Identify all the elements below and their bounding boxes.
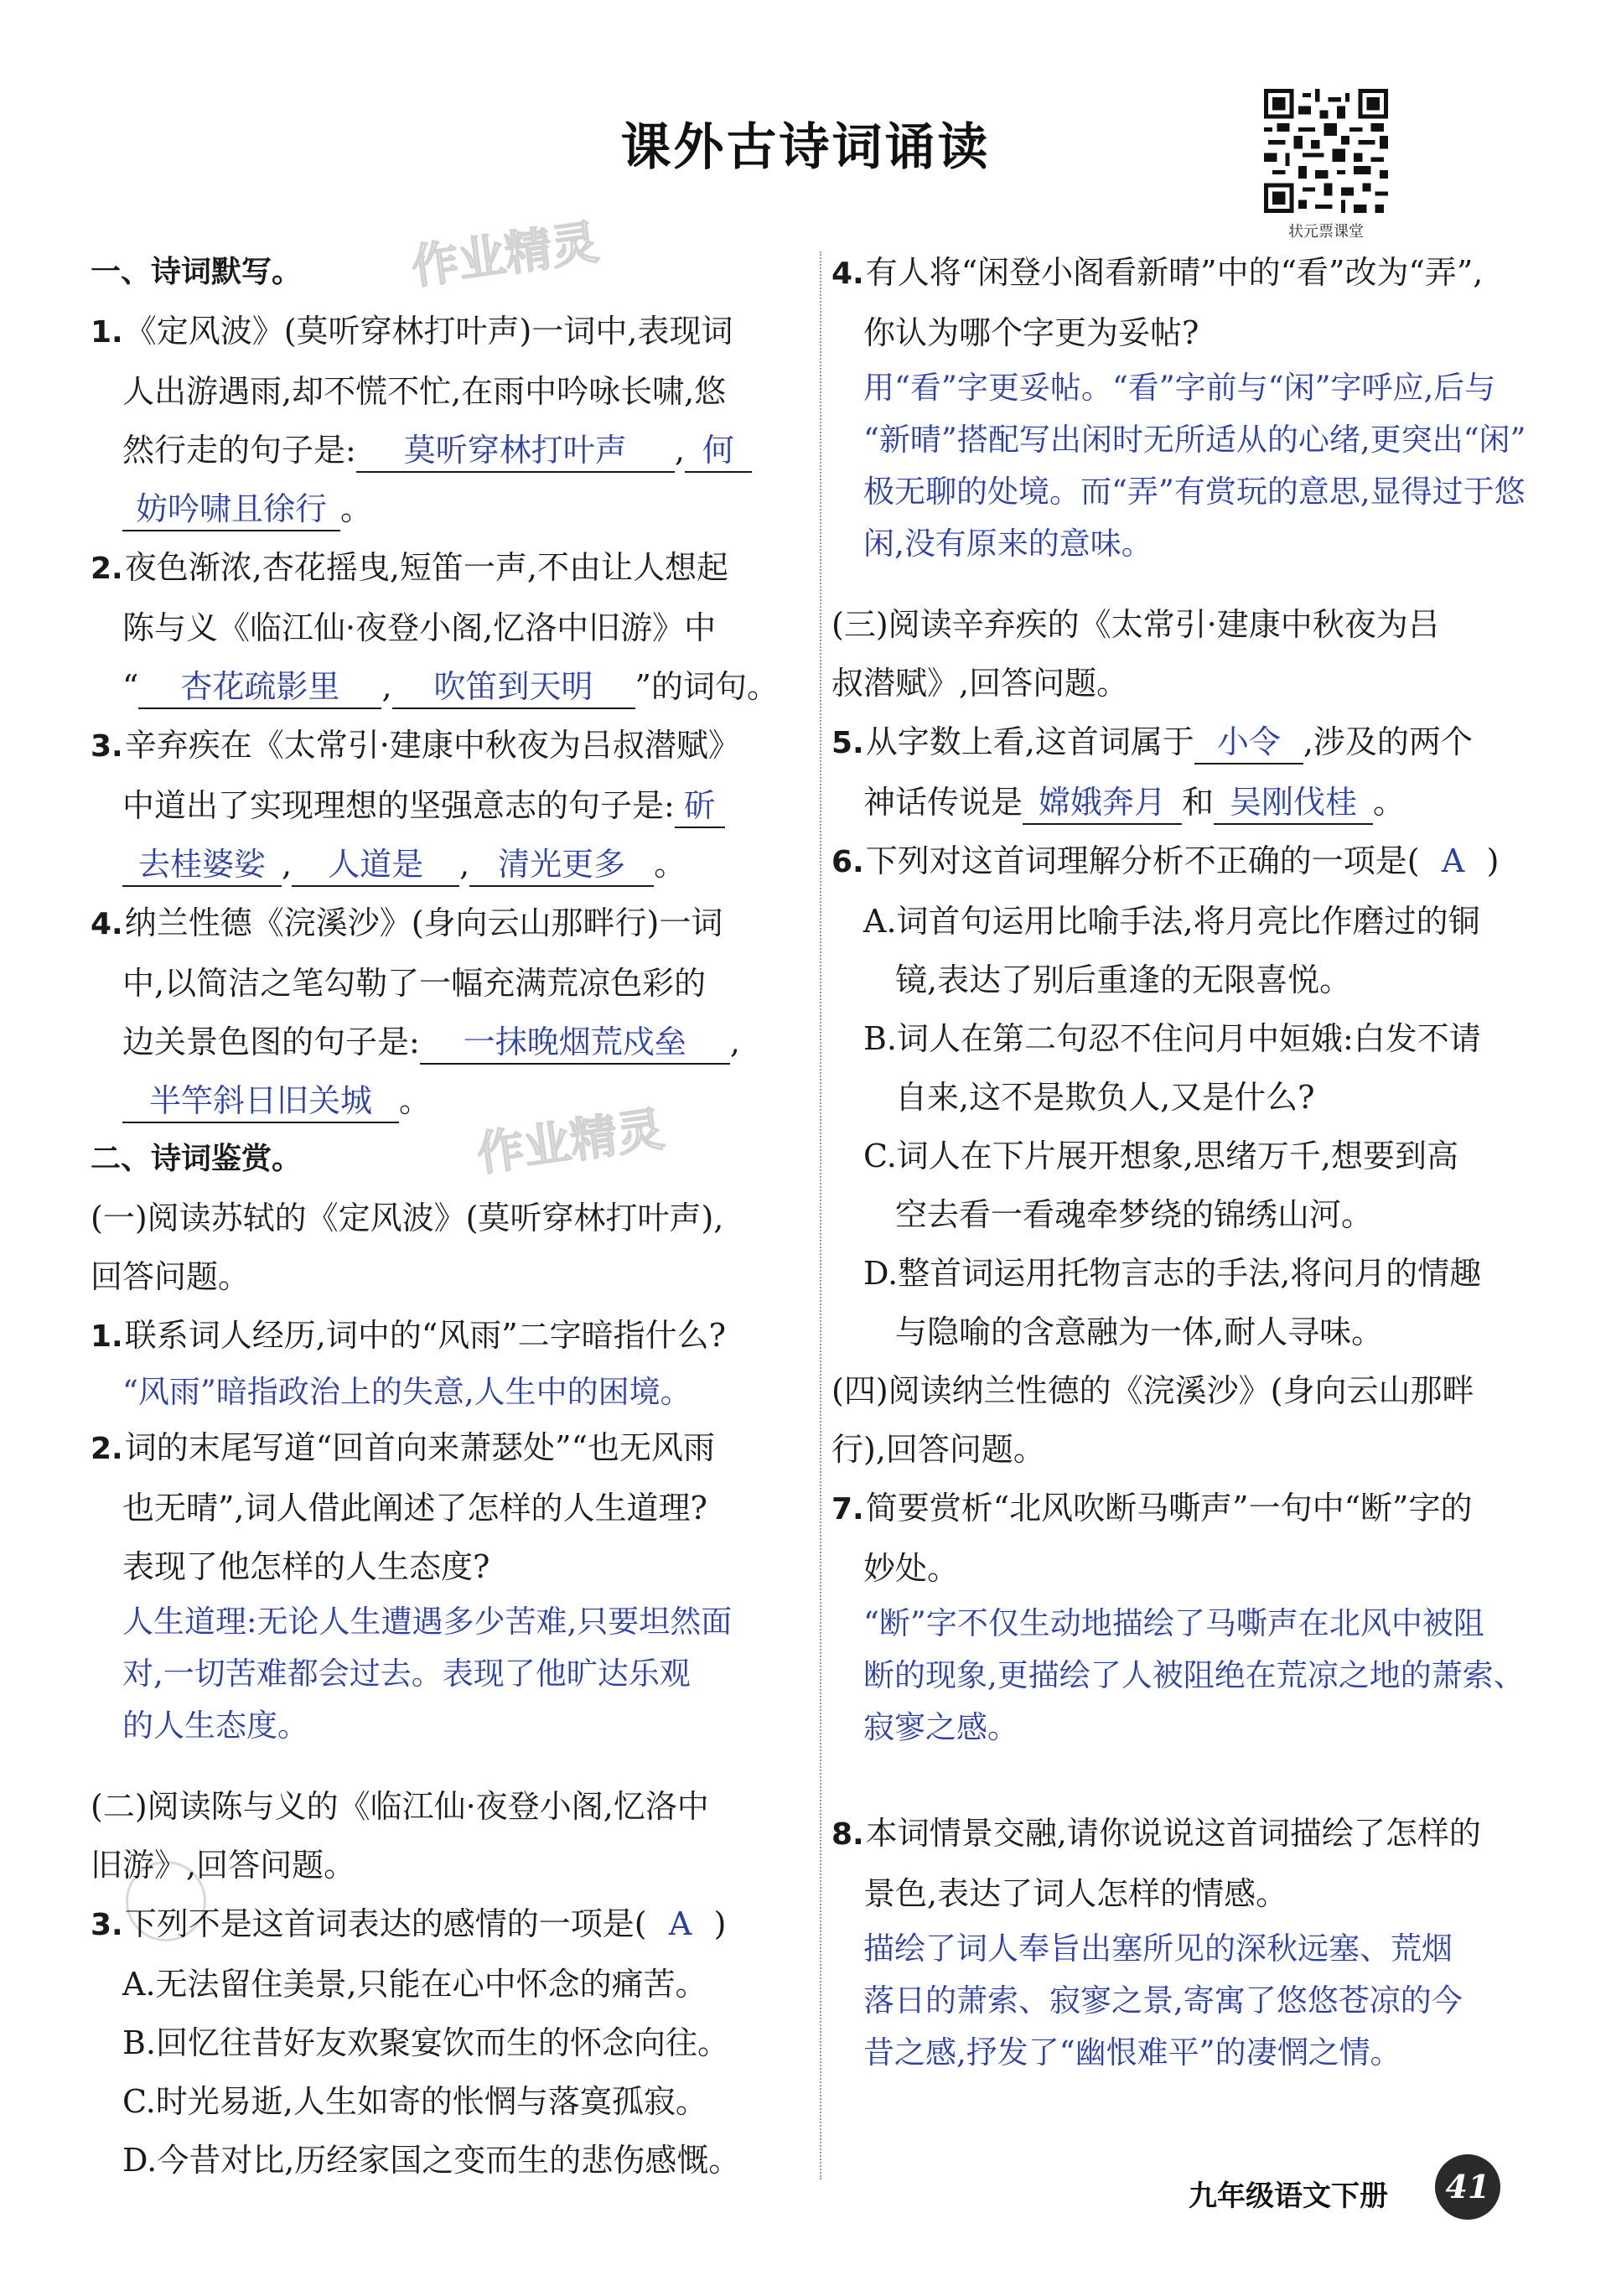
question-text: 。 — [1373, 784, 1406, 821]
question — [831, 1804, 1549, 1864]
answer-text: 对,一切苦难都会过去。表现了他旷达乐观 — [122, 1656, 691, 1692]
answer-blank: 吴刚伐桂 — [1214, 781, 1373, 825]
question-text: 简要赏析“北风吹断马嘶声”一句中“断”字的 — [865, 1490, 1473, 1526]
choice-option: B.词人在第二句忍不住问月中姮娥:白发不请 — [863, 1020, 1481, 1057]
question-text: 辛弃疾在《太常引·建康中秋夜为吕叔潜赋》 — [124, 727, 740, 764]
question-text: 神话传说是 — [863, 784, 1023, 821]
question-number: 6. — [831, 845, 864, 879]
answer-text: 断的现象,更描绘了人被阻绝在荒凉之地的萧索、 — [863, 1657, 1525, 1693]
question-text: 《定风波》(莫听穿林打叶声)一词中,表现词 — [124, 313, 733, 350]
page-number: 41 — [1435, 2154, 1500, 2220]
fill-in-line — [91, 1071, 808, 1130]
question-text: ) — [713, 1905, 727, 1942]
question-text: 词的末尾写道“回首向来萧瑟处”“也无风雨 — [124, 1429, 716, 1466]
spacer — [91, 1752, 808, 1777]
punctuation: 。 — [340, 490, 373, 527]
answer-blank: 妨吟啸且徐行 — [122, 488, 340, 531]
question — [831, 832, 1549, 892]
reading-instruction: 叔潜赋》,回答问题。 — [831, 665, 1129, 702]
watermark: 作业精灵 — [408, 215, 603, 296]
question-number: 4. — [91, 907, 123, 941]
punctuation: , — [674, 432, 685, 469]
choice-option: A.无法留住美景,只能在心中怀念的痛苦。 — [122, 1966, 707, 2003]
page-title: 课外古诗词诵读 — [620, 118, 991, 177]
choice-option: 与隐喻的含意融为一体,耐人寻味。 — [895, 1314, 1384, 1350]
spacer — [831, 1779, 1549, 1804]
punctuation: 。 — [399, 1082, 432, 1119]
choice-option: A.词首句运用比喻手法,将月亮比作磨过的铜 — [863, 903, 1480, 940]
question-text: 你认为哪个字更为妥帖? — [863, 314, 1199, 351]
question-text: ”的词句。 — [635, 668, 779, 705]
question — [91, 1306, 808, 1366]
watermark: 作业精灵 — [474, 1101, 668, 1183]
reading-instruction: (一)阅读苏轼的《定风波》(莫听穿林打叶声), — [91, 1200, 724, 1236]
question-text: 也无晴”,词人借此阐述了怎样的人生道理? — [122, 1490, 707, 1526]
question-text: 人出游遇雨,却不慌不忙,在雨中吟咏长啸,悠 — [122, 373, 727, 410]
fill-in-line — [831, 713, 1549, 773]
question-number: 8. — [831, 1817, 864, 1852]
question-text: 有人将“闲登小阁看新晴”中的“看”改为“弄”, — [865, 254, 1484, 291]
answer-blank: 何 — [685, 429, 752, 473]
question-text: 景色,表达了词人怎样的情感。 — [863, 1875, 1288, 1912]
qr-label: 状元票课堂 — [1288, 223, 1364, 241]
question-number: 3. — [91, 1908, 123, 1942]
punctuation: , — [729, 1024, 740, 1060]
answer-blank: 莫听穿林打叶声 — [356, 429, 675, 473]
question-text: 中道出了实现理想的坚强意志的句子是: — [122, 787, 675, 824]
question-text: 从字数上看,这首词属于 — [865, 723, 1194, 760]
answer-text: “风雨”暗指政治上的失意,人生中的困境。 — [122, 1374, 692, 1410]
fill-in-line — [91, 421, 808, 479]
answer-blank: 斫 — [675, 785, 725, 828]
question-text: 夜色渐浓,杏花摇曳,短笛一声,不由让人想起 — [124, 549, 728, 586]
section-heading: 一、诗词默写。 — [91, 255, 303, 289]
left-column — [91, 243, 808, 2190]
question — [831, 243, 1549, 303]
answer-blank: 吹笛到天明 — [392, 666, 635, 709]
punctuation: , — [381, 668, 392, 705]
spacer — [831, 1754, 1549, 1779]
fill-in-line — [91, 657, 808, 716]
answer-text: 落日的萧索、寂寥之景,寄寓了悠悠苍凉的今 — [863, 1982, 1463, 2019]
fill-in-line — [91, 1013, 808, 1071]
answer-blank: 清光更多 — [469, 843, 654, 887]
question-text: 下列对这首词理解分析不正确的一项是( — [865, 842, 1420, 879]
section-heading: 二、诗词鉴赏。 — [91, 1142, 303, 1176]
question — [91, 1418, 808, 1479]
reading-instruction: 行),回答问题。 — [831, 1431, 1045, 1468]
question-text: 然行走的句子是: — [122, 432, 356, 469]
question-number: 3. — [91, 729, 123, 764]
reading-instruction: (四)阅读纳兰性德的《浣溪沙》(身向云山那畔 — [831, 1372, 1474, 1409]
answer-blank: 小令 — [1194, 721, 1303, 764]
answer-text: 极无聊的处境。而“弄”有赏玩的意思,显得过于悠 — [863, 474, 1526, 510]
question-text: 妙处。 — [863, 1550, 960, 1587]
question — [91, 302, 808, 362]
choice-answer: A — [1441, 842, 1465, 879]
choice-option: B.回忆往昔好友欢聚宴饮而生的怀念向往。 — [122, 2024, 730, 2061]
qr-code[interactable] — [1264, 89, 1388, 213]
choice-option: 镜,表达了别后重逢的无限喜悦。 — [895, 961, 1352, 998]
answer-blank: 一抹晚烟荒戍垒 — [420, 1021, 730, 1065]
question-number: 2. — [91, 1432, 123, 1466]
question-number: 5. — [831, 726, 864, 760]
question-number: 4. — [831, 257, 864, 291]
fill-in-line — [91, 835, 808, 894]
book-title: 九年级语文下册 — [1189, 2179, 1388, 2213]
question-text: 联系词人经历,词中的“风雨”二字暗指什么? — [124, 1317, 727, 1354]
choice-option: D.今昔对比,历经家国之变而生的悲伤感慨。 — [122, 2142, 741, 2179]
choice-answer: A — [668, 1905, 692, 1942]
reading-instruction: 回答问题。 — [91, 1258, 251, 1295]
answer-blank: 去桂婆娑 — [122, 843, 282, 887]
question-number: 2. — [91, 552, 123, 586]
question-text: 中,以简洁之笔勾勒了一幅充满荒凉色彩的 — [122, 965, 707, 1002]
question-number: 7. — [831, 1492, 864, 1526]
answer-text: 寂寥之感。 — [863, 1709, 1018, 1745]
answer-text: “新晴”搭配写出闲时无所适从的心绪,更突出“闲” — [863, 422, 1526, 458]
question-text: ,涉及的两个 — [1303, 723, 1473, 760]
answer-text: 的人生态度。 — [122, 1708, 308, 1744]
answer-text: 闲,没有原来的意味。 — [863, 526, 1153, 562]
question — [91, 894, 808, 954]
question-text: 边关景色图的句子是: — [122, 1024, 420, 1060]
question-text: 纳兰性德《浣溪沙》(身向云山那畔行)一词 — [124, 904, 723, 941]
question — [91, 716, 808, 776]
answer-text: 昔之感,抒发了“幽恨难平”的凄惘之情。 — [863, 2034, 1401, 2071]
choice-option: 自来,这不是欺负人,又是什么? — [895, 1079, 1315, 1116]
reading-instruction: (三)阅读辛弃疾的《太常引·建康中秋夜为吕 — [831, 606, 1440, 643]
question-text: 表现了他怎样的人生态度? — [122, 1548, 490, 1585]
punctuation: 和 — [1182, 784, 1215, 821]
answer-blank: 杏花疏影里 — [138, 666, 381, 709]
right-column — [831, 243, 1549, 2079]
question-text: 下列不是这首词表达的感情的一项是( — [124, 1905, 647, 1942]
question — [831, 1479, 1549, 1539]
fill-in-line — [91, 776, 808, 835]
spacer — [831, 570, 1549, 595]
question-text: 陈与义《临江仙·夜登小阁,忆洛中旧游》中 — [122, 609, 717, 646]
fill-in-line — [91, 479, 808, 538]
fill-in-line — [831, 773, 1549, 832]
question-text: 本词情景交融,请你说说这首词描绘了怎样的 — [865, 1815, 1481, 1852]
question-text: “ — [122, 668, 139, 705]
choice-option: C.时光易逝,人生如寄的怅惘与落寞孤寂。 — [122, 2083, 707, 2120]
punctuation: , — [459, 846, 470, 883]
answer-text: “断”字不仅生动地描绘了马嘶声在北风中被阻 — [863, 1605, 1484, 1641]
punctuation: , — [282, 846, 293, 883]
answer-blank: 半竿斜日旧关城 — [122, 1080, 399, 1123]
answer-blank: 人道是 — [292, 843, 459, 887]
question — [91, 538, 808, 599]
question-text: 。 — [654, 846, 686, 883]
choice-option: D.整首词运用托物言志的手法,将问月的情趣 — [863, 1255, 1482, 1292]
answer-text: 描绘了词人奉旨出塞所见的深秋远塞、荒烟 — [863, 1931, 1453, 1967]
answer-blank: 嫦娥奔月 — [1023, 781, 1182, 825]
reading-instruction: (二)阅读陈与义的《临江仙·夜登小阁,忆洛中 — [91, 1788, 709, 1825]
question-text: ) — [1486, 842, 1500, 879]
reading-instruction: 旧游》,回答问题。 — [91, 1847, 356, 1884]
question — [91, 1894, 808, 1955]
choice-option: C.词人在下片展开想象,思绪万千,想要到高 — [863, 1138, 1458, 1174]
column-divider — [820, 251, 821, 2179]
answer-text: 用“看”字更妥帖。“看”字前与“闲”字呼应,后与 — [863, 370, 1496, 406]
question-number: 1. — [91, 1319, 123, 1354]
answer-text: 人生道理:无论人生遭遇多少苦难,只要坦然面 — [122, 1604, 733, 1640]
choice-option: 空去看一看魂牵梦绕的锦绣山河。 — [895, 1196, 1374, 1233]
question-number: 1. — [91, 315, 123, 350]
